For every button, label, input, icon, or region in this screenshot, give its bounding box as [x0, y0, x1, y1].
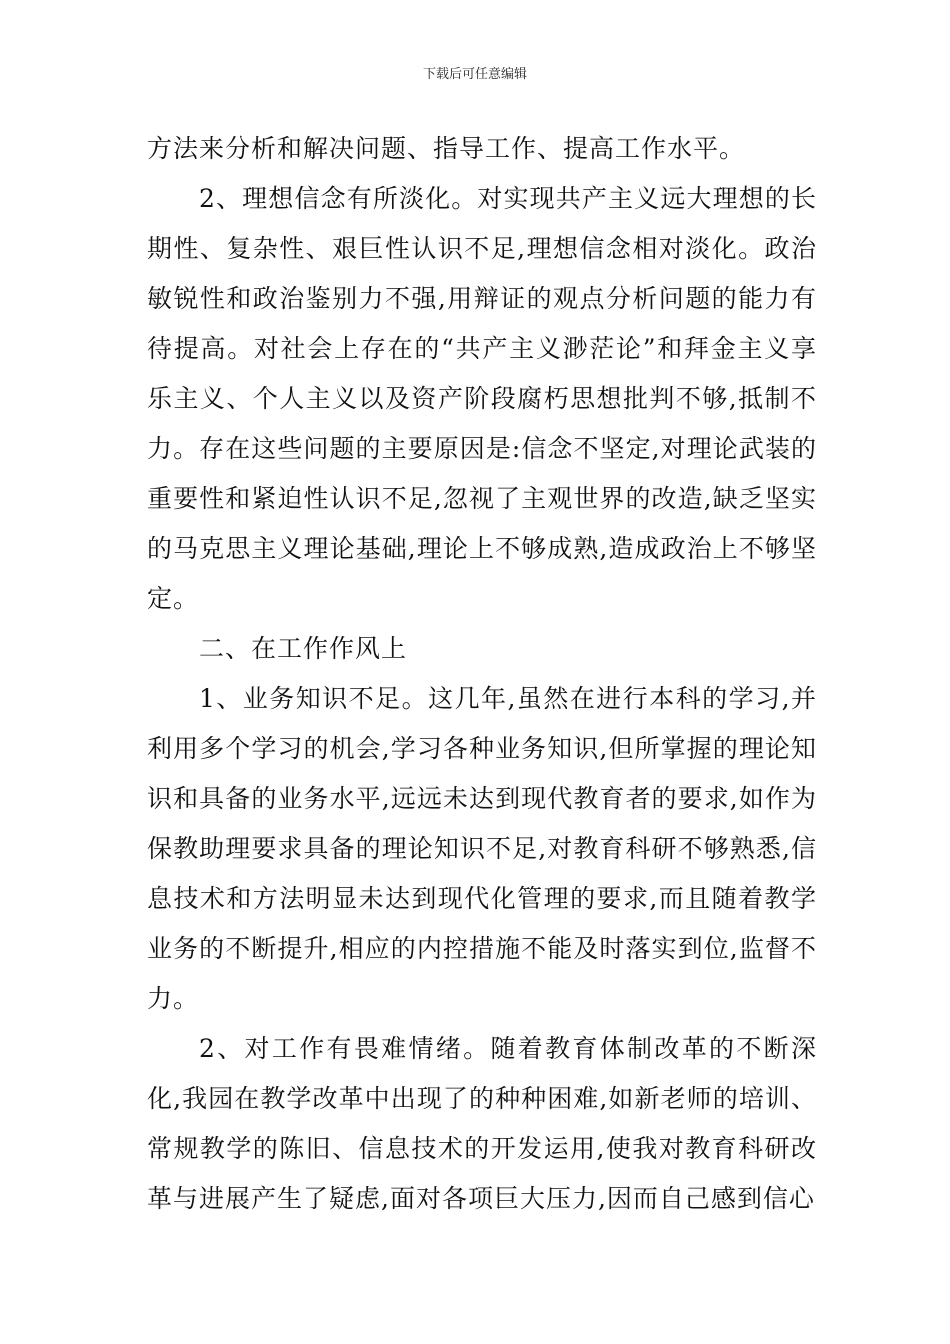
section-heading-work-style: 二、在工作作风上 — [199, 634, 408, 663]
paragraph-work-reluctance: 2、对工作有畏难情绪。随着教育体制改革的不断深化,我园在教学改革中出现了的种种困难,如新老师的培训、常规教学的陈旧、信息技术的开发运用,使我对教育科研改革与进展产生了疑虑,面对各项巨大压力,因而自己感到信心 — [147, 1034, 817, 1213]
paragraph-ideals-beliefs: 2、理想信念有所淡化。对实现共产主义远大理想的长期性、复杂性、艰巨性认识不足,理想信念相对淡化。政治敏锐性和政治鉴别力不强,用辩证的观点分析问题的能力有待提高。对社会上存在的“共产主义渺茫论”和拜金主义享乐主义、个人主义以及资产阶段腐朽思想批判不够,抵制不力。存在这些问题的主要原因是:信念不坚定,对理论武装的重要性和紧迫性认识不足,忽视了主观世界的改造,缺乏坚实的马克思主义理论基础,理论上不够成熟,造成政治上不够坚定。 — [147, 184, 817, 613]
page-header: 下载后可任意编辑 — [422, 67, 527, 82]
paragraph-business-knowledge: 1、业务知识不足。这几年,虽然在进行本科的学习,并利用多个学习的机会,学习各种业务知识,但所掌握的理论知识和具备的业务水平,远远未达到现代教育者的要求,如作为保教助理要求具备的理论知识不足,对教育科研不够熟悉,信息技术和方法明显未达到现代化管理的要求,而且随着教学业务的不断提升,相应的内控措施不能及时落实到位,监督不力。 — [147, 684, 817, 1013]
document-body — [147, 124, 817, 1224]
paragraph-continuation: 方法来分析和解决问题、指导工作、提高工作水平。 — [147, 134, 746, 163]
